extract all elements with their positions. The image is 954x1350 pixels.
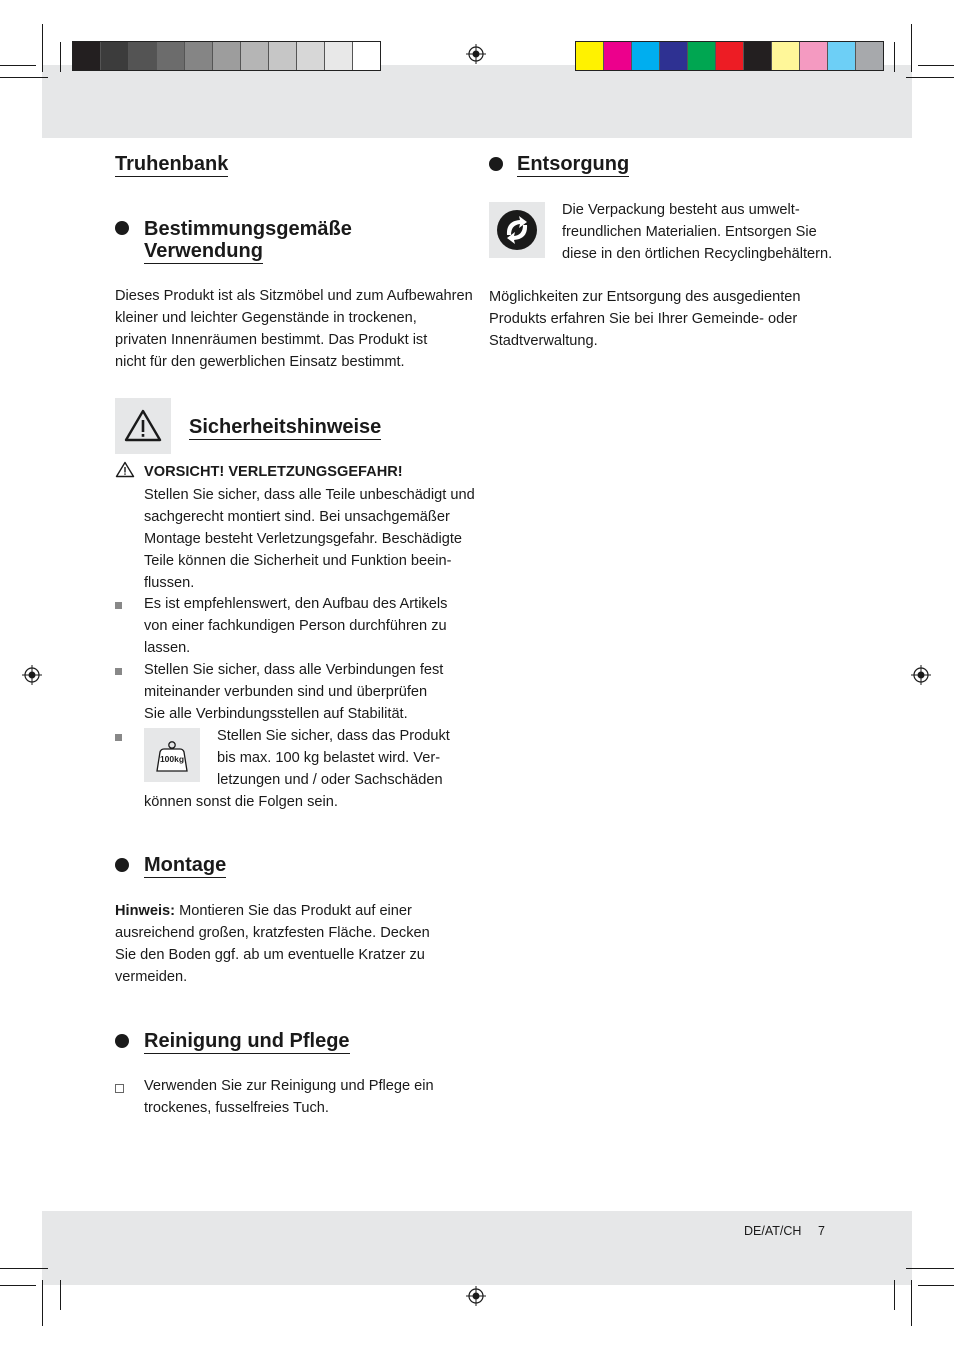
crop-mark <box>42 24 43 72</box>
crop-mark <box>918 1285 954 1286</box>
page-number: 7 <box>818 1224 825 1238</box>
color-swatch <box>660 42 688 70</box>
text-line: Teile können die Sicherheit und Funktion beein- <box>144 553 452 569</box>
section-bullet <box>115 858 129 872</box>
crop-mark <box>894 1280 895 1310</box>
text-line: Verwenden Sie zur Reinigung und Pflege ein <box>144 1078 434 1094</box>
footer-band <box>42 1211 912 1285</box>
color-swatch <box>157 42 185 70</box>
list-bullet <box>115 734 122 741</box>
color-swatch <box>325 42 353 70</box>
crop-mark <box>911 1280 912 1326</box>
text-line: Sie alle Verbindungsstellen auf Stabilität. <box>144 706 408 722</box>
text-line: sachgerecht montiert sind. Bei unsachgemäßer <box>144 509 450 525</box>
weight-box <box>144 728 200 782</box>
footer-locale: DE/AT/CH <box>744 1224 802 1238</box>
list-bullet <box>115 1084 124 1093</box>
text-line: flussen. <box>144 575 195 591</box>
list-item <box>217 725 450 791</box>
crop-mark <box>0 77 48 78</box>
crop-mark <box>0 65 36 66</box>
registration-mark-icon <box>466 44 486 64</box>
color-swatch <box>800 42 828 70</box>
warning-triangle-icon <box>115 398 171 454</box>
disposal-heading: Entsorgung <box>517 153 630 175</box>
color-swatch <box>828 42 856 70</box>
color-swatch <box>73 42 101 70</box>
care-heading: Reinigung und Pflege <box>144 1030 350 1052</box>
text-line: vermeiden. <box>115 969 188 985</box>
text-line: trockenes, fusselfreies Tuch. <box>144 1100 329 1116</box>
montage-paragraph <box>115 900 430 988</box>
text-line: lassen. <box>144 640 191 656</box>
color-swatch <box>129 42 157 70</box>
recycle-box <box>489 202 545 258</box>
text-line: Die Verpackung besteht aus umwelt- <box>562 202 800 218</box>
color-swatch <box>604 42 632 70</box>
text-line: bis max. 100 kg belastet wird. Ver- <box>217 750 441 766</box>
text-line: Sie den Boden ggf. ab um eventuelle Kratzer zu <box>115 947 425 963</box>
color-swatch <box>576 42 604 70</box>
text-line: letzungen und / oder Sachschäden <box>217 772 443 788</box>
text-line: Dieses Produkt ist als Sitzmöbel und zum Aufbewahren <box>115 288 473 304</box>
crop-mark <box>42 1280 43 1326</box>
text-line: Es ist empfehlenswert, den Aufbau des Artikels <box>144 596 448 612</box>
color-swatch <box>185 42 213 70</box>
list-item <box>144 593 447 659</box>
crop-mark <box>906 1268 954 1269</box>
text-span: Montieren Sie das Produkt auf einer <box>175 903 412 919</box>
text-line: Montage besteht Verletzungsgefahr. Beschädigte <box>144 531 463 547</box>
disposal-paragraph <box>489 286 801 352</box>
list-bullet <box>115 668 122 675</box>
text-line: Stellen Sie sicher, dass das Produkt <box>217 728 450 744</box>
registration-mark-icon <box>911 665 931 685</box>
crop-mark <box>60 42 61 72</box>
hint-label: Hinweis: <box>115 903 176 919</box>
crop-mark <box>60 1280 61 1310</box>
text-line: nicht für den gewerblichen Einsatz bestimmt. <box>115 354 405 370</box>
weight-label: 100kg <box>159 754 185 764</box>
color-swatch <box>632 42 660 70</box>
color-swatch <box>688 42 716 70</box>
list-item <box>144 659 443 725</box>
use-heading-line: Verwendung <box>144 240 263 262</box>
gray-color-bar <box>72 41 381 71</box>
text-line: Stellen Sie sicher, dass alle Verbindungen fest <box>144 662 444 678</box>
color-swatch <box>353 42 380 70</box>
color-swatch <box>241 42 269 70</box>
color-swatch <box>269 42 297 70</box>
crop-mark <box>911 24 912 72</box>
use-heading-line: Bestimmungsgemäße <box>144 218 352 240</box>
text-line: miteinander verbunden sind und überprüfen <box>144 684 428 700</box>
text-line: Produkts erfahren Sie bei Ihrer Gemeinde- oder <box>489 311 798 327</box>
text-line: Stadtverwaltung. <box>489 333 598 349</box>
crop-mark <box>0 1285 36 1286</box>
registration-mark-icon <box>466 1286 486 1306</box>
care-paragraph <box>144 1075 434 1119</box>
text-line: Stellen Sie sicher, dass alle Teile unbeschädigt und <box>144 487 475 503</box>
montage-heading: Montage <box>144 854 227 876</box>
crop-mark <box>0 1268 48 1269</box>
text-line: freundlichen Materialien. Entsorgen Sie <box>562 224 817 240</box>
safety-heading: Sicherheitshinweise <box>189 416 382 438</box>
use-paragraph <box>115 285 473 373</box>
text-line: können sonst die Folgen sein. <box>144 794 338 810</box>
text-line: von einer fachkundigen Person durchführen zu <box>144 618 447 634</box>
color-swatch <box>297 42 325 70</box>
color-swatch <box>856 42 883 70</box>
document-title: Truhenbank <box>115 153 229 175</box>
section-bullet <box>489 157 503 171</box>
text-line: Möglichkeiten zur Entsorgung des ausgedienten <box>489 289 801 305</box>
color-swatch <box>716 42 744 70</box>
caution-paragraph <box>144 484 475 594</box>
crop-mark <box>906 77 954 78</box>
text-line: diese in den örtlichen Recyclingbehältern. <box>562 246 833 262</box>
section-bullet <box>115 221 129 235</box>
process-color-bar <box>575 41 884 71</box>
warning-box <box>115 398 171 454</box>
list-bullet <box>115 602 122 609</box>
green-dot-recycle-icon <box>489 202 545 258</box>
crop-mark <box>894 42 895 72</box>
text-line: privaten Innenräumen bestimmt. Das Produkt ist <box>115 332 428 348</box>
packaging-paragraph <box>562 199 832 265</box>
text-line <box>115 900 430 922</box>
color-swatch <box>772 42 800 70</box>
text-line: ausreichend großen, kratzfesten Fläche. Decken <box>115 925 430 941</box>
color-swatch <box>744 42 772 70</box>
color-swatch <box>101 42 129 70</box>
warning-triangle-icon <box>115 461 135 478</box>
crop-mark <box>918 65 954 66</box>
text-line: kleiner und leichter Gegenstände in trockenen, <box>115 310 417 326</box>
section-bullet <box>115 1034 129 1048</box>
caution-label: VORSICHT! VERLETZUNGSGEFAHR! <box>144 464 403 480</box>
header-band <box>42 65 912 138</box>
registration-mark-icon <box>22 665 42 685</box>
use-heading <box>144 218 352 264</box>
color-swatch <box>213 42 241 70</box>
